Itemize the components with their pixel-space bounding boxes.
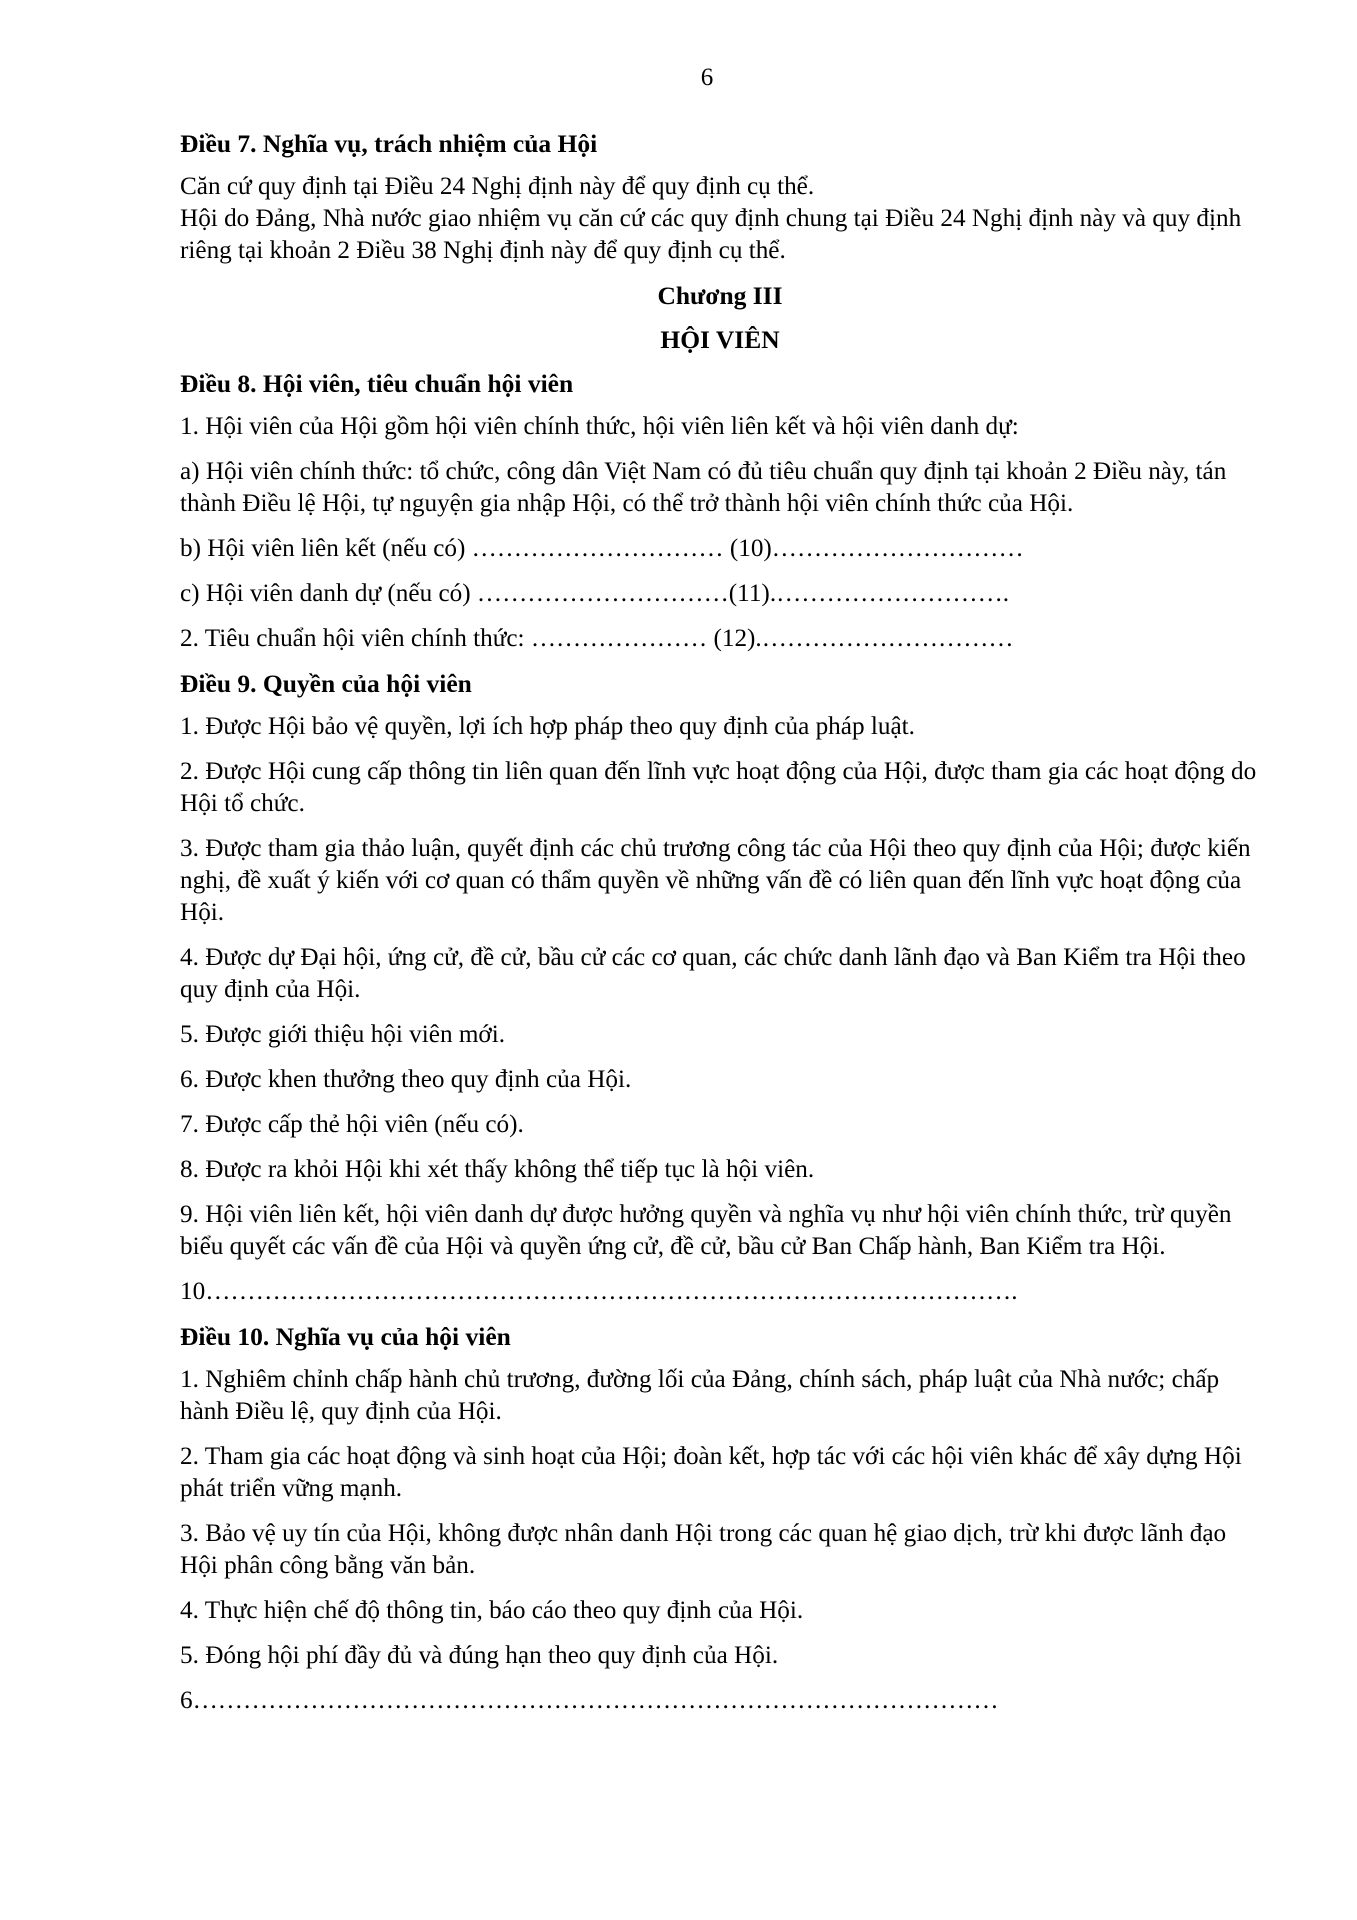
article-10-item: 5. Đóng hội phí đầy đủ và đúng hạn theo quy định của Hội. xyxy=(180,1642,779,1669)
article-9-item: 7. Được cấp thẻ hội viên (nếu có). xyxy=(180,1111,524,1138)
document-body xyxy=(180,128,1260,1730)
article-9-item: 3. Được tham gia thảo luận, quyết định các chủ trương công tác của Hội theo quy định của Hội; được kiến nghị, đề xuất ý kiến với cơ quan có thẩm quyền về những vấn đề có liên quan đến lĩnh vực hoạt động của Hội. xyxy=(180,835,1251,926)
article-8-item: a) Hội viên chính thức: tổ chức, công dân Việt Nam có đủ tiêu chuẩn quy định tại khoản 2 Điều này, tán thành Điều lệ Hội, tự nguyện gia nhập Hội, có thể trở thành hội viên chính thức của Hội. xyxy=(180,458,1227,517)
article-9-item: 2. Được Hội cung cấp thông tin liên quan đến lĩnh vực hoạt động của Hội, được tham gia các hoạt động do Hội tổ chức. xyxy=(180,758,1257,817)
article-9-item: 1. Được Hội bảo vệ quyền, lợi ích hợp pháp theo quy định của pháp luật. xyxy=(180,713,915,740)
article-10-heading: Điều 10. Nghĩa vụ của hội viên xyxy=(180,1322,511,1351)
article-9-item: 5. Được giới thiệu hội viên mới. xyxy=(180,1021,506,1048)
article-10-item: 2. Tham gia các hoạt động và sinh hoạt của Hội; đoàn kết, hợp tác với các hội viên khác để xây dựng Hội phát triển vững mạnh. xyxy=(180,1443,1242,1502)
article-8-item: 1. Hội viên của Hội gồm hội viên chính thức, hội viên liên kết và hội viên danh dự: xyxy=(180,413,1019,440)
chapter-name: HỘI VIÊN xyxy=(660,325,780,354)
article-9-item: 9. Hội viên liên kết, hội viên danh dự được hưởng quyền và nghĩa vụ như hội viên chính thức, trừ quyền biểu quyết các vấn đề của Hội và quyền ứng cử, đề cử, bầu cử Ban Chấp hành, Ban Kiểm tra Hội. xyxy=(180,1201,1232,1260)
article-10-item: 1. Nghiêm chỉnh chấp hành chủ trương, đường lối của Đảng, chính sách, pháp luật của Nhà nước; chấp hành Điều lệ, quy định của Hội. xyxy=(180,1366,1220,1425)
article-10-item: 4. Thực hiện chế độ thông tin, báo cáo theo quy định của Hội. xyxy=(180,1597,804,1624)
article-9-item: 10……………………………………………………………………………………. xyxy=(180,1278,1018,1305)
article-10-item: 3. Bảo vệ uy tín của Hội, không được nhân danh Hội trong các quan hệ giao dịch, trừ khi được lãnh đạo Hội phân công bằng văn bản. xyxy=(180,1520,1227,1579)
article-8-item: 2. Tiêu chuẩn hội viên chính thức: ………………… (12).………………………… xyxy=(180,625,1014,652)
article-7-line-2: Hội do Đảng, Nhà nước giao nhiệm vụ căn cứ các quy định chung tại Điều 24 Nghị định này và quy định riêng tại khoản 2 Điều 38 Nghị định này để quy định cụ thể. xyxy=(180,205,1242,264)
chapter-title: Chương III xyxy=(657,281,783,310)
article-9-item: 8. Được ra khỏi Hội khi xét thấy không thể tiếp tục là hội viên. xyxy=(180,1156,815,1183)
article-8-item: b) Hội viên liên kết (nếu có) ………………………… (10)………………………… xyxy=(180,535,1024,562)
article-9-heading: Điều 9. Quyền của hội viên xyxy=(180,669,472,698)
article-10-item: 6…………………………………………………………………………………… xyxy=(180,1687,999,1714)
page-number: 6 xyxy=(700,64,714,91)
article-8-heading: Điều 8. Hội viên, tiêu chuẩn hội viên xyxy=(180,369,574,398)
article-7-line-1: Căn cứ quy định tại Điều 24 Nghị định này để quy định cụ thể. xyxy=(180,173,815,200)
article-9-item: 4. Được dự Đại hội, ứng cử, đề cử, bầu cử các cơ quan, các chức danh lãnh đạo và Ban Kiểm tra Hội theo quy định của Hội. xyxy=(180,944,1246,1003)
article-8-item: c) Hội viên danh dự (nếu có) …………………………(11).………………………. xyxy=(180,580,1010,607)
article-7-heading: Điều 7. Nghĩa vụ, trách nhiệm của Hội xyxy=(180,129,598,158)
article-9-item: 6. Được khen thưởng theo quy định của Hội. xyxy=(180,1066,632,1093)
